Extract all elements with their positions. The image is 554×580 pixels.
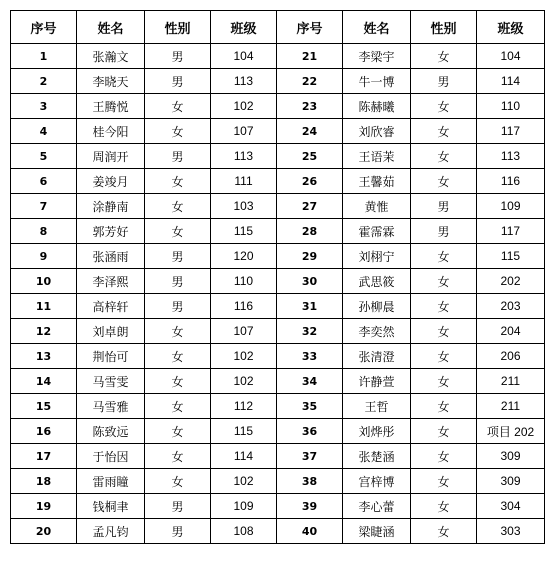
student-gender: 女	[411, 119, 477, 144]
table-row	[11, 444, 545, 469]
student-class: 211	[477, 394, 545, 419]
table-row	[11, 369, 545, 394]
student-number: 27	[277, 194, 343, 219]
student-class: 120	[211, 244, 277, 269]
table-row	[11, 119, 545, 144]
student-class: 202	[477, 269, 545, 294]
student-name: 桂今阳	[77, 119, 145, 144]
student-number: 36	[277, 419, 343, 444]
student-class: 项目 202	[477, 419, 545, 444]
student-gender: 女	[411, 344, 477, 369]
student-class: 110	[477, 94, 545, 119]
student-number: 2	[11, 69, 77, 94]
student-gender: 女	[411, 144, 477, 169]
student-name: 王腾悦	[77, 94, 145, 119]
student-name: 黄惟	[343, 194, 411, 219]
student-number: 22	[277, 69, 343, 94]
student-gender: 男	[145, 44, 211, 69]
student-name: 刘烨彤	[343, 419, 411, 444]
student-number: 14	[11, 369, 77, 394]
student-class: 117	[477, 119, 545, 144]
student-class: 204	[477, 319, 545, 344]
student-gender: 男	[145, 269, 211, 294]
header-gender: 性别	[411, 11, 477, 44]
student-number: 8	[11, 219, 77, 244]
student-gender: 男	[145, 494, 211, 519]
student-class: 116	[211, 294, 277, 319]
student-class: 110	[211, 269, 277, 294]
table-row	[11, 294, 545, 319]
student-gender: 女	[145, 219, 211, 244]
table-row	[11, 269, 545, 294]
student-number: 35	[277, 394, 343, 419]
student-gender: 女	[411, 169, 477, 194]
student-class: 304	[477, 494, 545, 519]
student-name: 周润开	[77, 144, 145, 169]
student-gender: 女	[145, 394, 211, 419]
student-class: 109	[211, 494, 277, 519]
student-gender: 男	[145, 244, 211, 269]
student-number: 40	[277, 519, 343, 544]
student-name: 高梓轩	[77, 294, 145, 319]
student-gender: 女	[145, 169, 211, 194]
student-number: 3	[11, 94, 77, 119]
student-gender: 女	[411, 244, 477, 269]
student-number: 29	[277, 244, 343, 269]
student-class: 113	[211, 144, 277, 169]
header-name: 姓名	[77, 11, 145, 44]
student-name: 孙柳晨	[343, 294, 411, 319]
student-gender: 女	[145, 194, 211, 219]
student-class: 113	[477, 144, 545, 169]
student-gender: 女	[411, 494, 477, 519]
student-class: 108	[211, 519, 277, 544]
student-roster-table	[10, 10, 545, 544]
student-gender: 女	[411, 444, 477, 469]
student-name: 李梁宇	[343, 44, 411, 69]
student-name: 雷雨瞳	[77, 469, 145, 494]
student-name: 钱桐聿	[77, 494, 145, 519]
student-number: 7	[11, 194, 77, 219]
student-gender: 女	[145, 419, 211, 444]
table-row	[11, 44, 545, 69]
student-number: 15	[11, 394, 77, 419]
student-name: 涂静南	[77, 194, 145, 219]
student-name: 李泽熙	[77, 269, 145, 294]
student-number: 39	[277, 494, 343, 519]
student-class: 102	[211, 344, 277, 369]
student-class: 109	[477, 194, 545, 219]
student-number: 32	[277, 319, 343, 344]
student-name: 王语茉	[343, 144, 411, 169]
student-number: 4	[11, 119, 77, 144]
student-class: 116	[477, 169, 545, 194]
student-gender: 女	[145, 344, 211, 369]
table-row	[11, 469, 545, 494]
student-gender: 女	[145, 94, 211, 119]
table-row	[11, 194, 545, 219]
student-class: 103	[211, 194, 277, 219]
student-name: 郭芳好	[77, 219, 145, 244]
roster-body	[11, 44, 545, 544]
student-name: 霍霈霖	[343, 219, 411, 244]
student-number: 31	[277, 294, 343, 319]
student-name: 荆怡可	[77, 344, 145, 369]
student-class: 111	[211, 169, 277, 194]
student-number: 37	[277, 444, 343, 469]
table-row	[11, 419, 545, 444]
student-name: 刘栩宁	[343, 244, 411, 269]
header-class: 班级	[477, 11, 545, 44]
student-gender: 女	[145, 319, 211, 344]
student-number: 13	[11, 344, 77, 369]
student-gender: 女	[145, 444, 211, 469]
student-gender: 女	[145, 469, 211, 494]
student-name: 梁睫涵	[343, 519, 411, 544]
student-name: 张涵雨	[77, 244, 145, 269]
header-gender: 性别	[145, 11, 211, 44]
student-class: 117	[477, 219, 545, 244]
student-name: 陈赫曦	[343, 94, 411, 119]
student-class: 203	[477, 294, 545, 319]
student-name: 许静萱	[343, 369, 411, 394]
student-gender: 女	[411, 394, 477, 419]
student-number: 17	[11, 444, 77, 469]
student-name: 姜竣月	[77, 169, 145, 194]
student-class: 114	[211, 444, 277, 469]
student-class: 112	[211, 394, 277, 419]
student-class: 104	[211, 44, 277, 69]
student-gender: 男	[145, 69, 211, 94]
header-row	[11, 11, 545, 44]
student-name: 牛一博	[343, 69, 411, 94]
student-number: 6	[11, 169, 77, 194]
student-class: 309	[477, 444, 545, 469]
student-gender: 男	[411, 69, 477, 94]
student-number: 24	[277, 119, 343, 144]
student-gender: 女	[411, 419, 477, 444]
student-name: 王馨茹	[343, 169, 411, 194]
student-gender: 男	[411, 194, 477, 219]
student-name: 刘欣睿	[343, 119, 411, 144]
table-row	[11, 394, 545, 419]
student-name: 张瀚文	[77, 44, 145, 69]
student-gender: 女	[145, 369, 211, 394]
student-number: 18	[11, 469, 77, 494]
student-gender: 男	[145, 294, 211, 319]
student-name: 刘卓朗	[77, 319, 145, 344]
student-class: 107	[211, 319, 277, 344]
student-class: 107	[211, 119, 277, 144]
student-class: 309	[477, 469, 545, 494]
student-gender: 女	[411, 469, 477, 494]
student-name: 王哲	[343, 394, 411, 419]
table-row	[11, 319, 545, 344]
header-number: 序号	[11, 11, 77, 44]
student-gender: 男	[145, 144, 211, 169]
student-class: 115	[477, 244, 545, 269]
header-name: 姓名	[343, 11, 411, 44]
student-class: 206	[477, 344, 545, 369]
student-name: 马雪雅	[77, 394, 145, 419]
student-number: 20	[11, 519, 77, 544]
student-class: 211	[477, 369, 545, 394]
student-name: 李心蕾	[343, 494, 411, 519]
table-row	[11, 244, 545, 269]
student-number: 16	[11, 419, 77, 444]
student-gender: 女	[411, 519, 477, 544]
student-number: 34	[277, 369, 343, 394]
student-number: 1	[11, 44, 77, 69]
student-class: 102	[211, 94, 277, 119]
student-name: 张清澄	[343, 344, 411, 369]
student-number: 33	[277, 344, 343, 369]
student-number: 11	[11, 294, 77, 319]
table-row	[11, 494, 545, 519]
student-name: 宫梓博	[343, 469, 411, 494]
header-number: 序号	[277, 11, 343, 44]
student-gender: 女	[411, 369, 477, 394]
student-gender: 男	[145, 519, 211, 544]
student-name: 陈致远	[77, 419, 145, 444]
student-number: 26	[277, 169, 343, 194]
student-number: 38	[277, 469, 343, 494]
table-row	[11, 519, 545, 544]
student-gender: 女	[411, 294, 477, 319]
student-class: 303	[477, 519, 545, 544]
table-row	[11, 144, 545, 169]
student-number: 10	[11, 269, 77, 294]
table-row	[11, 344, 545, 369]
table-row	[11, 169, 545, 194]
student-number: 19	[11, 494, 77, 519]
student-name: 武思筱	[343, 269, 411, 294]
student-name: 张楚涵	[343, 444, 411, 469]
student-gender: 女	[411, 269, 477, 294]
student-name: 孟凡钧	[77, 519, 145, 544]
student-gender: 女	[411, 94, 477, 119]
student-class: 115	[211, 219, 277, 244]
student-number: 23	[277, 94, 343, 119]
student-class: 115	[211, 419, 277, 444]
student-number: 30	[277, 269, 343, 294]
table-row	[11, 94, 545, 119]
student-number: 12	[11, 319, 77, 344]
student-class: 104	[477, 44, 545, 69]
student-gender: 男	[411, 219, 477, 244]
student-gender: 女	[411, 44, 477, 69]
header-class: 班级	[211, 11, 277, 44]
student-class: 113	[211, 69, 277, 94]
student-gender: 女	[145, 119, 211, 144]
student-name: 李奕然	[343, 319, 411, 344]
student-number: 28	[277, 219, 343, 244]
student-number: 25	[277, 144, 343, 169]
student-number: 5	[11, 144, 77, 169]
student-gender: 女	[411, 319, 477, 344]
student-number: 21	[277, 44, 343, 69]
student-name: 于怡因	[77, 444, 145, 469]
table-row	[11, 219, 545, 244]
student-name: 李晓天	[77, 69, 145, 94]
student-class: 114	[477, 69, 545, 94]
student-number: 9	[11, 244, 77, 269]
student-name: 马雪雯	[77, 369, 145, 394]
student-class: 102	[211, 369, 277, 394]
student-class: 102	[211, 469, 277, 494]
table-row	[11, 69, 545, 94]
